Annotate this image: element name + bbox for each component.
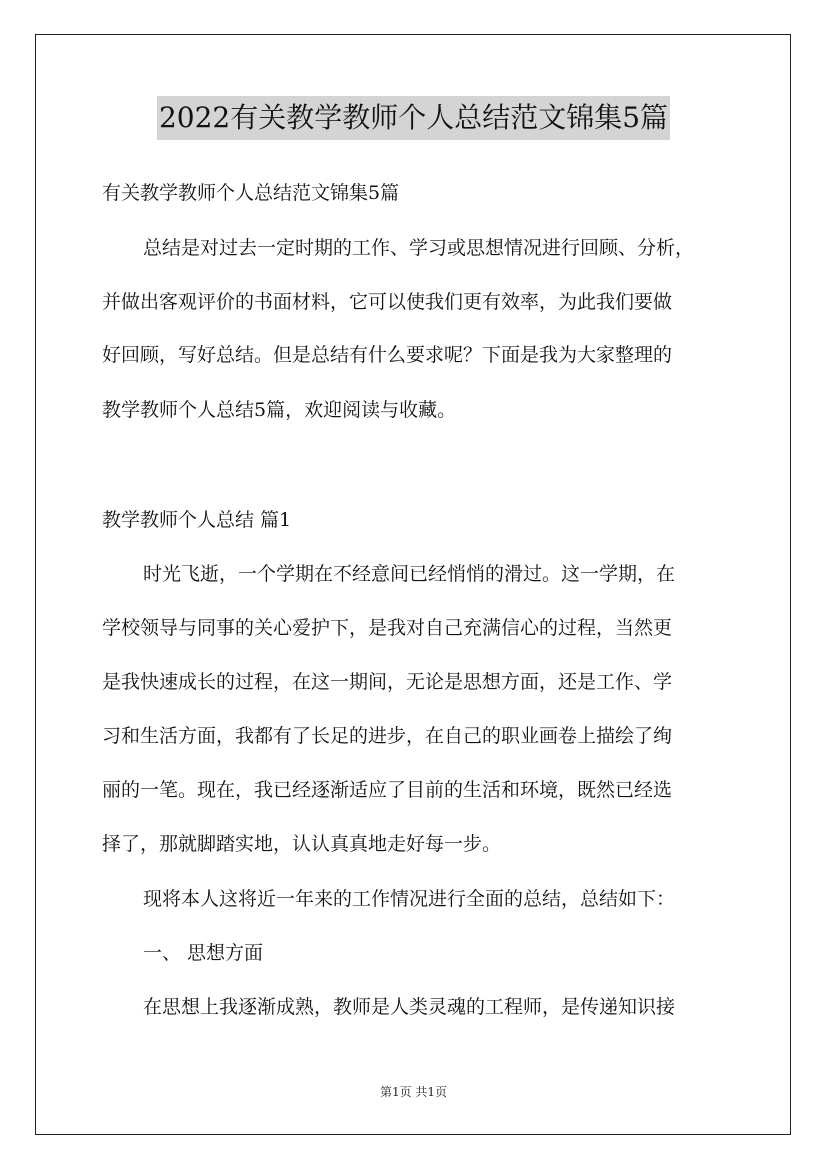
- paragraph-line: 丽的一笔。现在，我已经逐渐适应了目前的生活和环境，既然已经选: [102, 779, 673, 801]
- document-title: 2022有关教学教师个人总结范文锦集5篇: [157, 96, 670, 140]
- paragraph-line: 习和生活方面，我都有了长足的进步，在自己的职业画卷上描绘了绚: [102, 725, 673, 747]
- paragraph-line: 是我快速成长的过程，在这一期间，无论是思想方面，还是工作、学: [102, 671, 673, 693]
- paragraph-line: 学校领导与同事的关心爱护下，是我对自己充满信心的过程，当然更: [102, 617, 673, 639]
- paragraph-line: 时光飞逝，一个学期在不经意间已经悄悄的滑过。这一学期，在: [143, 563, 676, 585]
- section-heading: 教学教师个人总结 篇1: [102, 509, 292, 531]
- document-subtitle: 有关教学教师个人总结范文锦集5篇: [102, 182, 400, 204]
- paragraph-line: 择了，那就脚踏实地，认认真真地走好每一步。: [102, 833, 502, 855]
- paragraph-line: 并做出客观评价的书面材料，它可以使我们更有效率，为此我们要做: [102, 291, 673, 313]
- paragraph-line: 在思想上我逐渐成熟，教师是人类灵魂的工程师，是传递知识接: [143, 996, 676, 1018]
- paragraph-line: 教学教师个人总结5篇，欢迎阅读与收藏。: [102, 399, 457, 421]
- paragraph-line: 现将本人这将近一年来的工作情况进行全面的总结，总结如下：: [143, 888, 676, 910]
- page-footer: 第1页 共1页: [379, 1085, 448, 1099]
- paragraph-line: 好回顾，写好总结。但是总结有什么要求呢？下面是我为大家整理的: [102, 344, 673, 366]
- title-container: [0, 96, 827, 140]
- paragraph-line: 总结是对过去一定时期的工作、学习或思想情况进行回顾、分析，: [143, 237, 695, 259]
- subsection-heading: 一、 思想方面: [143, 942, 264, 964]
